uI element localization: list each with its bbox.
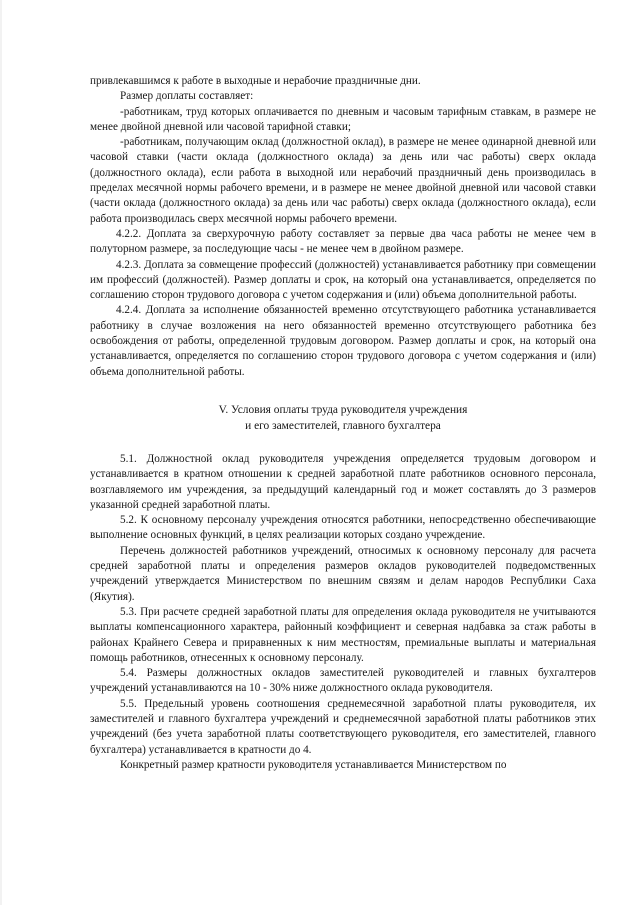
paragraph-ratio: Конкретный размер кратности руководителя устанавливается Министерством по (120, 758, 507, 771)
section-heading-line1: V. Условия оплаты труда руководителя учреждения (218, 403, 468, 416)
paragraph-5-4: 5.4. Размеры должностных окладов заместителей руководителей и главных бухгалтеров учреждений устанавливаются на 10 - 30% ниже должностного оклада руководителя. (90, 667, 596, 695)
scan-edge (0, 0, 2, 905)
paragraph-4-2-2: 4.2.2. Доплата за сверхурочную работу составляет за первые два часа работы не менее чем в полуторном размере, за последующие часы - не менее чем в двойном размере. (90, 227, 596, 256)
section-heading-line2: и его заместителей, главного бухгалтера (245, 419, 441, 432)
paragraph-tariff-workers: -работникам, труд которых оплачивается по дневным и часовым тарифным ставкам, в размере не менее двойной дневной или часовой тарифной ставки; (90, 105, 596, 133)
paragraph-salary-workers: -работникам, получающим оклад (должностной оклад), в размере не менее одинарной дневной или часовой ставки (части оклада (должностного оклада) за день или час работы) сверх оклада (должностного оклада), если работа в выходной или нерабочий праздничный день производилась в пределах месячной нормы рабочего времени, и в размере не менее двойной дневной или часовой ставки (части оклада (должностного оклада) за день или час работы) сверх оклада (должностного оклада), если работа производилась сверх месячной нормы рабочего времени. (90, 136, 596, 225)
paragraph-5-5: 5.5. Предельный уровень соотношения среднемесячной заработной платы руководителя, их заместителей и главного бухгалтера учреждений и среднемесячной заработной платы работников этих учреждений (без учета заработной платы соответствующего руководителя, его заместителей, главного бухгалтера) устанавливается в кратности до 4. (90, 697, 596, 756)
paragraph-5-3: 5.3. При расчете средней заработной платы для определения оклада руководителя не учитываются выплаты компенсационного характера, районный коэффициент и северная надбавка за стаж работы в районах Крайнего Севера и приравненных к ним местностям, премиальные выплаты и материальная помощь работников, отнесенных к основному персоналу. (90, 605, 596, 664)
paragraph-staff-list: Перечень должностей работников учреждений, относимых к основному персоналу для расчета средней заработной платы и определения размеров окладов руководителей подведомственных учреждений утверждается Министерством по внешним связям и делам народов Республики Саха (Якутия). (90, 544, 596, 603)
paragraph-4-2-4: 4.2.4. Доплата за исполнение обязанностей временно отсутствующего работника устанавливается работнику в случае возложения на него обязанностей временно отсутствующего работника без освобождения от работы, определенной трудовым договором. Размер доплаты и срок, на который она устанавливается, определяется по соглашению сторон трудового договора с учетом содержания и (или) объема дополнительной работы. (90, 304, 596, 378)
document-body (90, 74, 596, 773)
paragraph-continuation: привлекавшимся к работе в выходные и нерабочие праздничные дни. (90, 75, 421, 87)
paragraph-5-2: 5.2. К основному персоналу учреждения относятся работники, непосредственно обеспечивающие выполнение основных функций, в целях реализации которых создано учреждение. (90, 514, 596, 542)
paragraph-payment-size: Размер доплаты составляет: (120, 90, 254, 103)
paragraph-5-1: 5.1. Должностной оклад руководителя учреждения определяется трудовым договором и устанавливается в кратном отношении к средней заработной плате работников основного персонала, возглавляемого им учреждения, за предыдущий календарный год и может составлять до 3 размеров указанной средней заработной платы. (90, 452, 596, 511)
paragraph-4-2-3: 4.2.3. Доплата за совмещение профессий (должностей) устанавливается работнику при совмещении им профессий (должностей). Размер доплаты и срок, на который она устанавливается, определяется по соглашению сторон трудового договора с учетом содержания и (или) объема дополнительной работы. (90, 258, 596, 302)
section-heading (90, 402, 596, 434)
